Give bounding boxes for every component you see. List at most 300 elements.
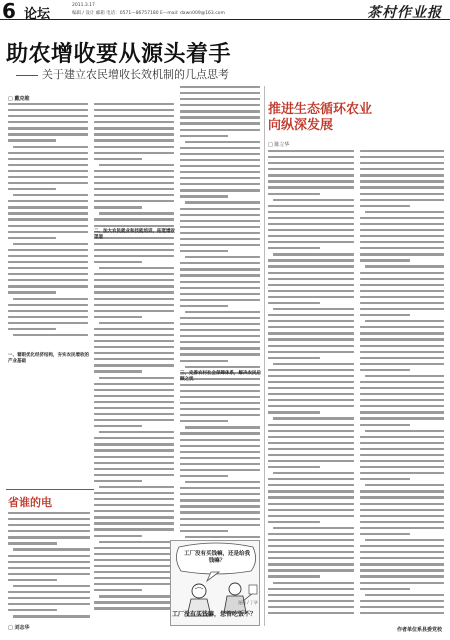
text-line	[180, 402, 260, 404]
text-line	[268, 539, 354, 541]
text-line	[94, 547, 174, 549]
text-line	[8, 170, 88, 172]
text-line	[94, 328, 174, 330]
text-line	[268, 545, 354, 547]
text-line	[94, 133, 174, 135]
text-line	[273, 363, 354, 365]
text-line	[94, 449, 174, 451]
text-line	[268, 503, 354, 505]
text-line	[360, 600, 444, 602]
text-line	[180, 499, 260, 501]
text-line	[268, 320, 354, 322]
text-line	[94, 109, 174, 111]
text-line	[99, 212, 174, 214]
text-line	[13, 298, 88, 300]
text-line	[268, 186, 354, 188]
text-line	[8, 261, 88, 263]
text-line	[268, 302, 320, 304]
text-line	[273, 417, 354, 419]
text-line	[94, 419, 174, 421]
text-line	[180, 165, 260, 167]
text-line	[360, 308, 444, 310]
text-line	[268, 484, 354, 486]
text-line	[8, 291, 56, 293]
text-line	[360, 357, 444, 359]
text-line	[180, 268, 260, 270]
text-line	[360, 424, 410, 426]
feature-column-2	[360, 150, 444, 618]
text-line	[8, 231, 88, 233]
paper-name-logo: 茶村作业报	[367, 5, 442, 21]
text-line	[8, 212, 88, 214]
text-line	[180, 487, 260, 489]
text-line	[99, 322, 174, 324]
text-line	[268, 223, 354, 225]
text-line	[180, 250, 228, 252]
text-line	[8, 561, 90, 563]
text-line	[8, 121, 88, 123]
text-line	[94, 218, 174, 220]
text-line	[268, 411, 320, 413]
text-line	[8, 536, 90, 538]
text-line	[94, 249, 174, 251]
text-line	[8, 273, 88, 275]
text-line	[268, 338, 354, 340]
article-column-2	[94, 103, 174, 614]
text-line	[8, 237, 56, 239]
text-line	[94, 370, 142, 372]
text-line	[94, 285, 174, 287]
text-line	[94, 577, 174, 579]
editorial-column	[8, 512, 90, 621]
text-line	[180, 390, 260, 392]
text-line	[94, 146, 174, 148]
text-line	[360, 503, 444, 505]
text-line	[273, 199, 354, 201]
page-number: 6	[2, 0, 16, 23]
text-line	[94, 176, 174, 178]
text-line	[185, 201, 260, 203]
text-line	[360, 259, 410, 261]
text-line	[365, 430, 444, 432]
text-line	[360, 193, 444, 195]
text-line	[360, 588, 410, 590]
text-line	[268, 387, 354, 389]
text-line	[8, 603, 90, 605]
text-line	[180, 347, 260, 349]
text-line	[180, 323, 260, 325]
editorial-rule	[6, 489, 94, 490]
text-line	[94, 206, 142, 208]
article-subhead-1: 一、着眼优化经济结构，夯实农民增收的产业基础	[8, 353, 89, 364]
text-line	[8, 255, 88, 257]
text-line	[94, 121, 174, 123]
feature-title-line-1: 推进生态循环农业	[268, 102, 373, 117]
text-line	[268, 430, 354, 432]
text-line	[8, 267, 88, 269]
text-line	[180, 439, 260, 441]
text-line	[360, 569, 444, 571]
text-line	[8, 176, 88, 178]
masthead	[0, 0, 450, 23]
cartoon-credit: 漫画 / 丁华	[238, 600, 258, 605]
text-line	[94, 583, 174, 585]
text-line	[268, 259, 354, 261]
text-line	[268, 284, 354, 286]
text-line	[180, 116, 260, 118]
text-line	[360, 296, 444, 298]
text-line	[268, 381, 354, 383]
text-line	[8, 182, 88, 184]
text-line	[94, 510, 174, 512]
text-line	[94, 516, 174, 518]
text-line	[180, 281, 260, 283]
text-line	[360, 338, 444, 340]
text-line	[94, 474, 174, 476]
text-line	[268, 235, 354, 237]
text-line	[94, 480, 142, 482]
text-line	[180, 505, 260, 507]
text-line	[94, 443, 174, 445]
text-line	[180, 293, 260, 295]
text-line	[180, 432, 260, 434]
text-line	[99, 267, 174, 269]
text-line	[360, 448, 444, 450]
text-line	[8, 103, 88, 105]
text-line	[94, 188, 174, 190]
text-line	[13, 194, 88, 196]
text-line	[360, 454, 444, 456]
text-line	[268, 217, 354, 219]
text-line	[360, 241, 444, 243]
text-line	[94, 364, 174, 366]
text-line	[99, 541, 174, 543]
text-line	[360, 521, 444, 523]
text-line	[8, 518, 90, 520]
text-line	[94, 334, 174, 336]
article-subhead-2: 二、加大农民就业和技能培训，拓宽增收渠道	[94, 229, 175, 240]
text-line	[185, 311, 260, 313]
text-line	[268, 375, 354, 377]
text-line	[360, 326, 444, 328]
text-line	[268, 345, 354, 347]
text-line	[94, 158, 142, 160]
text-line	[8, 188, 56, 190]
text-line	[94, 571, 174, 573]
text-line	[185, 481, 260, 483]
text-line	[94, 504, 174, 506]
text-line	[94, 170, 174, 172]
text-line	[94, 383, 174, 385]
text-line	[185, 256, 260, 258]
text-line	[99, 377, 174, 379]
text-line	[8, 328, 56, 330]
editorial-title: 省谁的电	[8, 496, 52, 509]
text-line	[180, 232, 260, 234]
text-line	[268, 490, 354, 492]
text-line	[360, 575, 444, 577]
text-line	[8, 316, 88, 318]
text-line	[180, 414, 260, 416]
text-line	[94, 352, 174, 354]
text-line	[8, 512, 90, 514]
text-line	[268, 405, 354, 407]
text-line	[13, 146, 88, 148]
text-line	[268, 521, 320, 523]
text-line	[99, 164, 174, 166]
text-line	[180, 518, 260, 520]
text-line	[13, 548, 90, 550]
text-line	[360, 411, 444, 413]
text-line	[180, 445, 260, 447]
text-line	[180, 226, 260, 228]
text-line	[360, 235, 444, 237]
text-line	[94, 103, 174, 105]
text-line	[94, 462, 174, 464]
text-line	[8, 158, 88, 160]
text-line	[268, 496, 354, 498]
text-line	[180, 98, 260, 100]
text-line	[268, 369, 354, 371]
text-line	[360, 253, 444, 255]
text-line	[268, 612, 354, 614]
text-line	[8, 164, 88, 166]
date-line: 2011.3.17	[72, 3, 95, 8]
text-line	[360, 156, 444, 158]
text-line	[8, 139, 56, 141]
text-line	[185, 426, 260, 428]
text-line	[180, 335, 260, 337]
text-line	[94, 255, 174, 257]
article-subhead-3: 三、完善农村社会保障体系，解决农民后顾之忧	[180, 371, 261, 382]
text-line	[94, 316, 142, 318]
text-line	[268, 326, 354, 328]
text-line	[180, 171, 260, 173]
column-divider	[264, 86, 265, 626]
text-line	[94, 565, 174, 567]
text-line	[13, 243, 88, 245]
text-line	[180, 177, 260, 179]
text-line	[180, 262, 260, 264]
text-line	[8, 218, 88, 220]
text-line	[94, 152, 174, 154]
text-line	[94, 291, 174, 293]
text-line	[360, 527, 444, 529]
feature-title	[268, 102, 372, 134]
text-line	[94, 127, 174, 129]
text-line	[360, 509, 444, 511]
text-line	[94, 528, 174, 530]
text-line	[273, 527, 354, 529]
text-line	[94, 310, 174, 312]
text-line	[94, 437, 174, 439]
text-line	[268, 515, 354, 517]
text-line	[180, 384, 260, 386]
text-line	[94, 492, 174, 494]
text-line	[94, 182, 174, 184]
text-line	[180, 511, 260, 513]
text-line	[180, 110, 260, 112]
text-line	[180, 493, 260, 495]
text-line	[94, 522, 174, 524]
text-line	[180, 469, 260, 471]
text-line	[360, 332, 444, 334]
text-line	[94, 407, 174, 409]
text-line	[365, 484, 444, 486]
text-line	[94, 395, 174, 397]
text-line	[273, 253, 354, 255]
contact-line: 编辑 / 设计 邮箱 电话：0571—86757180 E—mail: dawn009@163.com	[72, 11, 225, 16]
text-line	[94, 535, 142, 537]
text-line	[360, 563, 444, 565]
text-line	[8, 530, 90, 532]
cartoon-speech: 工厂没有买钱嘛，还是给我钱嘛？	[183, 551, 250, 564]
text-line	[180, 86, 260, 88]
text-line	[268, 569, 354, 571]
main-headline: 助农增收要从源头着手	[6, 42, 232, 67]
text-line	[94, 589, 142, 591]
text-line	[360, 490, 444, 492]
text-line	[268, 460, 354, 462]
text-line	[180, 317, 260, 319]
text-line	[180, 147, 260, 149]
text-line	[99, 431, 174, 433]
text-line	[8, 579, 57, 581]
text-line	[180, 475, 228, 477]
text-line	[360, 150, 444, 152]
feature-column-1	[268, 150, 354, 618]
text-line	[8, 225, 88, 227]
text-line	[360, 369, 410, 371]
text-line	[360, 174, 444, 176]
text-line	[8, 567, 90, 569]
text-line	[8, 573, 90, 575]
text-line	[94, 358, 174, 360]
text-line	[94, 553, 174, 555]
text-line	[360, 205, 410, 207]
text-line	[8, 322, 88, 324]
text-line	[268, 399, 354, 401]
text-line	[268, 424, 354, 426]
text-line	[180, 135, 228, 137]
text-line	[8, 285, 88, 287]
text-line	[180, 274, 260, 276]
text-line	[94, 139, 174, 141]
text-line	[8, 597, 90, 599]
text-line	[8, 206, 88, 208]
text-line	[13, 334, 88, 336]
text-line	[268, 588, 354, 590]
dash-rule	[16, 75, 38, 76]
text-line	[360, 363, 444, 365]
text-line	[94, 273, 174, 275]
text-line	[360, 582, 444, 584]
text-line	[268, 600, 354, 602]
section-name: 论坛	[24, 7, 51, 22]
text-line	[180, 420, 228, 422]
text-line	[8, 310, 88, 312]
text-line	[180, 305, 228, 307]
text-line	[268, 168, 354, 170]
text-line	[360, 217, 444, 219]
text-line	[360, 405, 444, 407]
text-line	[180, 530, 228, 532]
text-line	[8, 133, 88, 135]
text-line	[268, 533, 354, 535]
text-line	[360, 460, 444, 462]
editorial-author: □ 刘志华	[8, 625, 30, 631]
text-line	[180, 451, 260, 453]
text-line	[268, 442, 354, 444]
text-line	[360, 168, 444, 170]
text-line	[180, 353, 260, 355]
text-line	[180, 360, 228, 362]
text-line	[268, 265, 354, 267]
text-line	[180, 189, 260, 191]
text-line	[94, 559, 174, 561]
text-line	[13, 615, 90, 617]
text-line	[94, 243, 174, 245]
text-line	[268, 278, 354, 280]
text-line	[360, 345, 444, 347]
text-line	[360, 290, 444, 292]
text-line	[360, 466, 444, 468]
text-line	[365, 211, 444, 213]
text-line	[268, 478, 354, 480]
text-line	[180, 299, 260, 301]
text-line	[360, 229, 444, 231]
text-line	[268, 454, 354, 456]
text-line	[13, 585, 90, 587]
text-line	[268, 314, 354, 316]
text-line	[94, 304, 174, 306]
text-line	[180, 159, 260, 161]
text-line	[180, 244, 260, 246]
text-line	[180, 129, 260, 131]
text-line	[94, 200, 174, 202]
sub-headline	[16, 66, 229, 82]
text-line	[268, 551, 354, 553]
text-line	[268, 211, 354, 213]
text-line	[8, 304, 88, 306]
text-line	[8, 249, 88, 251]
text-line	[360, 442, 444, 444]
text-line	[360, 162, 444, 164]
text-line	[360, 247, 444, 249]
text-line	[8, 109, 88, 111]
text-line	[94, 340, 174, 342]
text-line	[360, 515, 444, 517]
text-line	[94, 279, 174, 281]
text-line	[94, 225, 174, 227]
feature-title-line-2: 向纵深发展	[268, 118, 334, 133]
text-line	[268, 357, 320, 359]
article-column-1	[8, 103, 88, 340]
text-line	[273, 308, 354, 310]
text-line	[365, 320, 444, 322]
text-line	[8, 555, 90, 557]
text-line	[268, 174, 354, 176]
text-line	[180, 238, 260, 240]
text-line	[268, 466, 320, 468]
text-line	[94, 401, 174, 403]
text-line	[8, 279, 88, 281]
text-line	[268, 205, 354, 207]
text-line	[94, 298, 174, 300]
text-line	[180, 92, 260, 94]
text-line	[94, 425, 142, 427]
text-line	[268, 606, 354, 608]
